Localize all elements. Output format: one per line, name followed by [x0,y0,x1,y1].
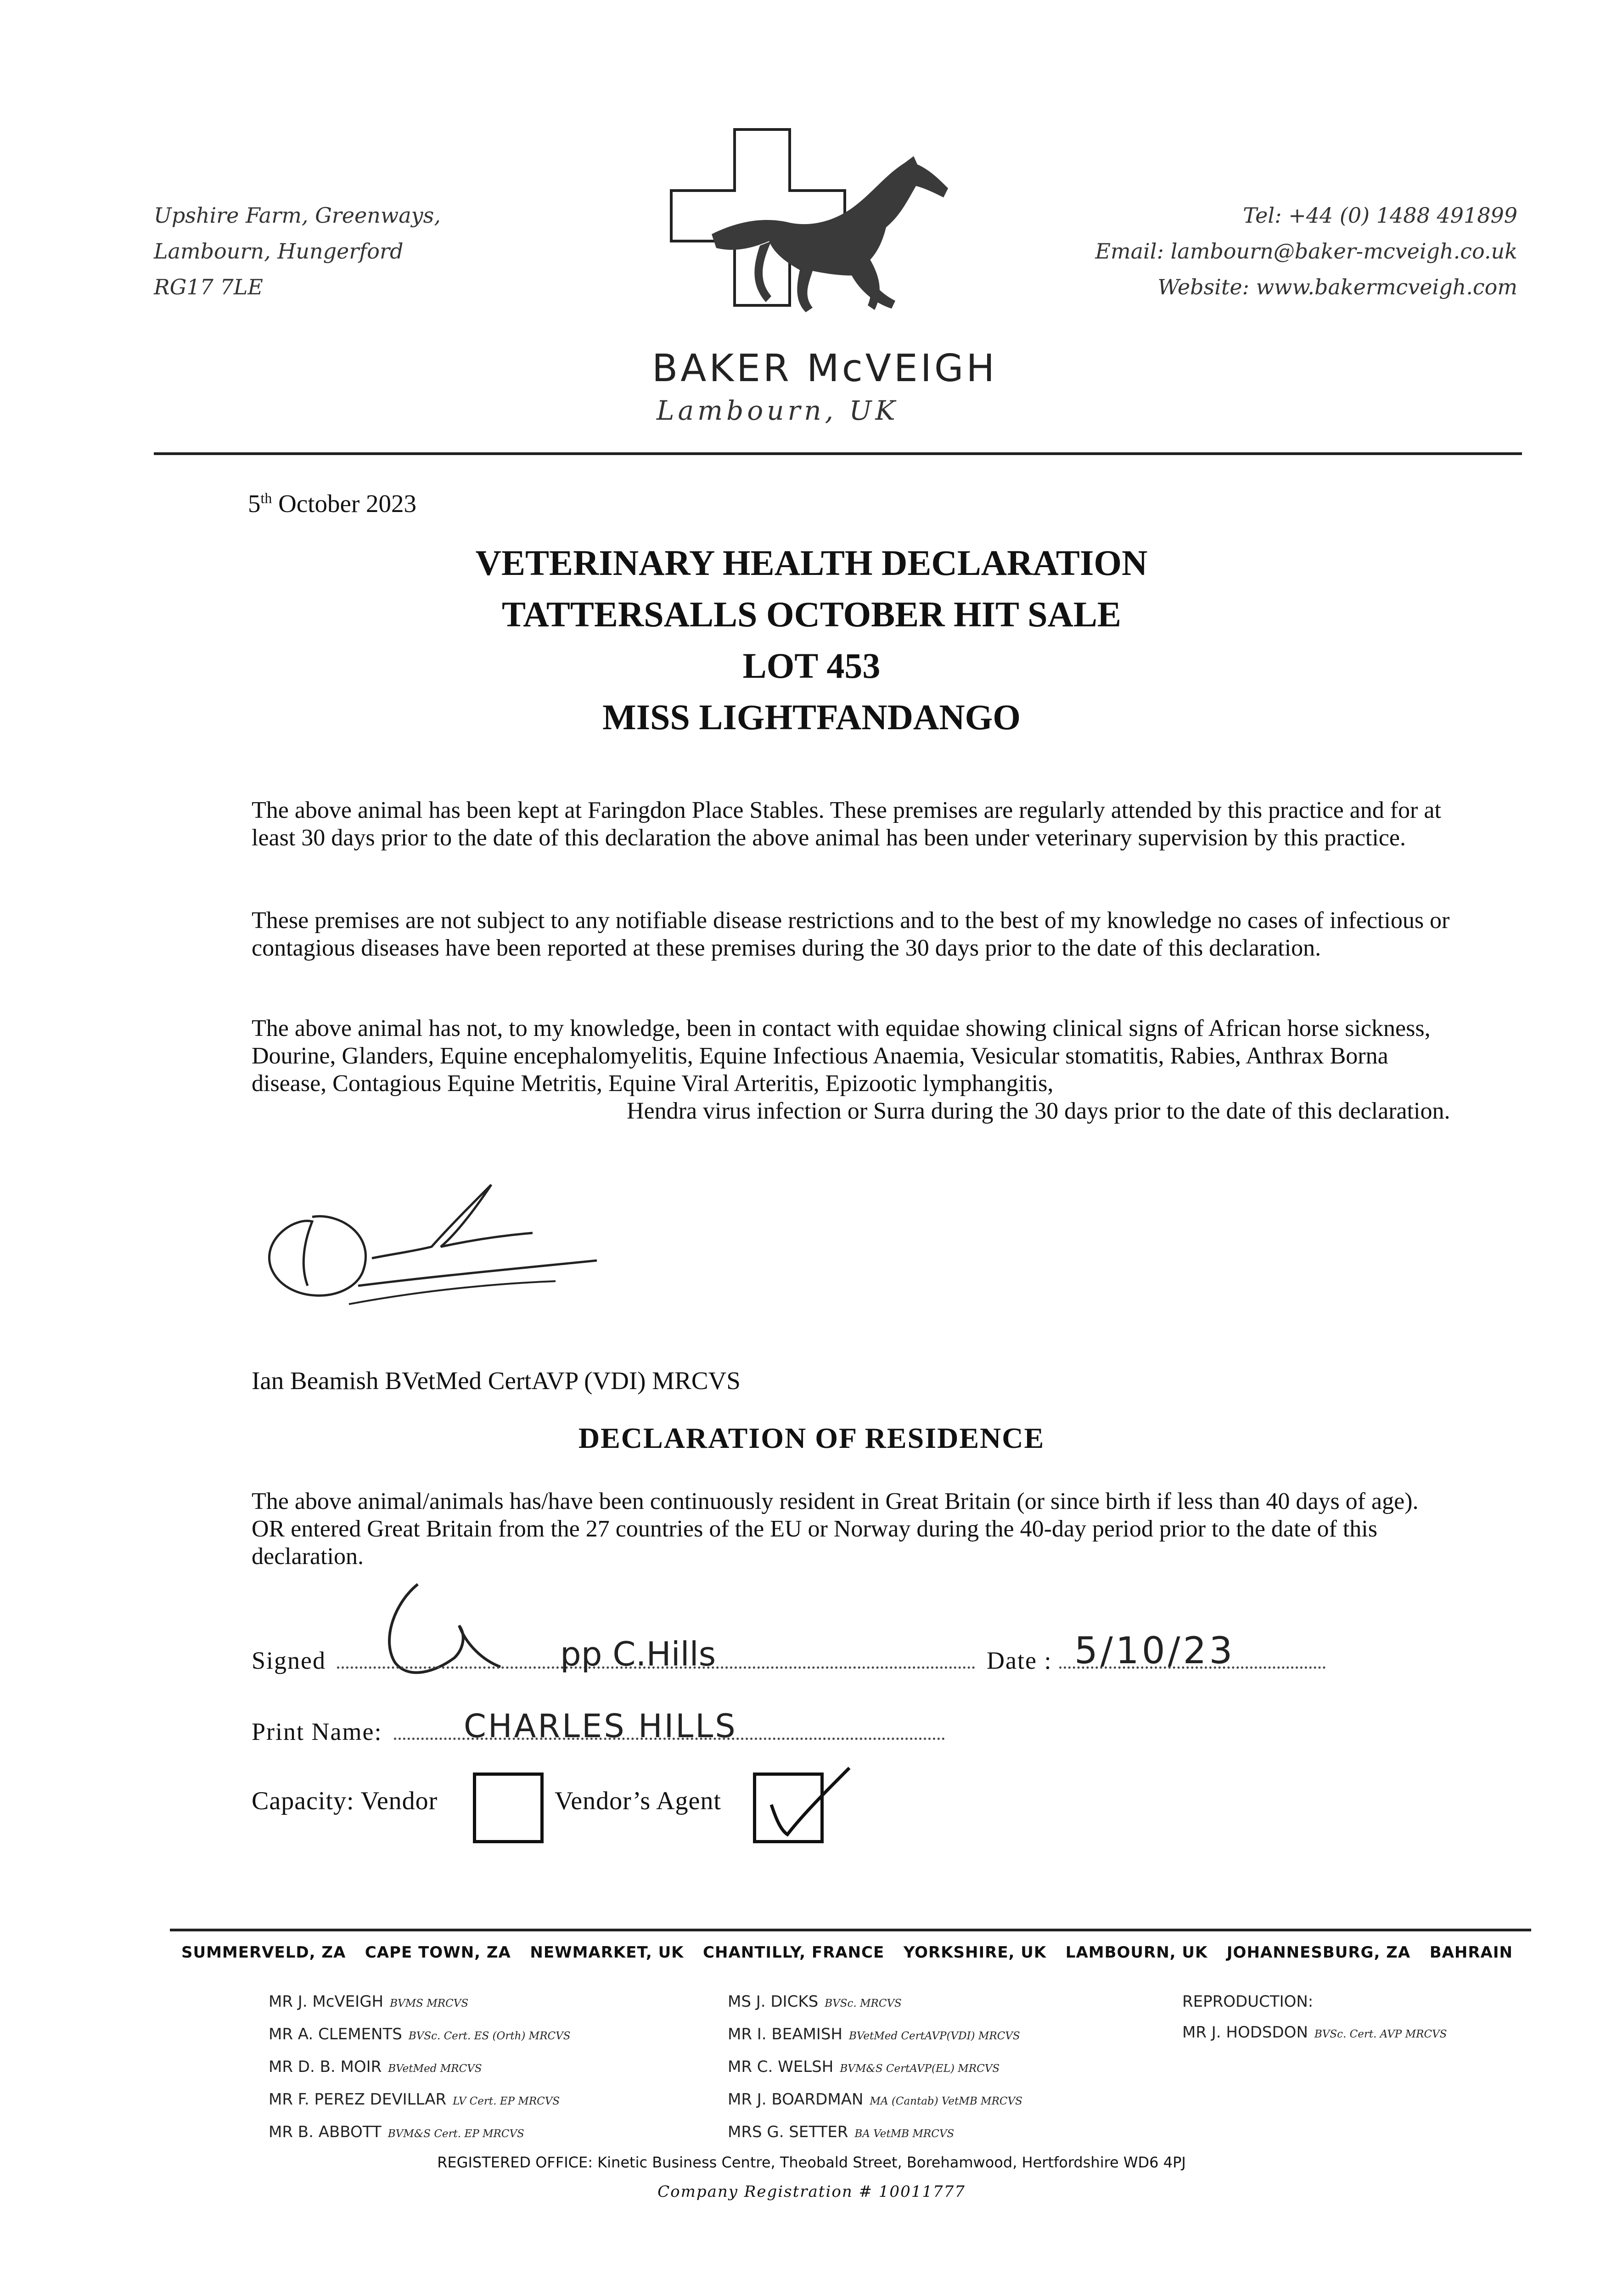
title-line-3: LOT 453 [742,646,881,686]
signer-signature [367,1575,551,1694]
print-name-handwriting: CHARLES HILLS [464,1707,737,1745]
staff-item: MR J. McVEIGH BVMS MRCVS [269,1992,469,2011]
location-item: YORKSHIRE, UK [903,1943,1047,1962]
document-title [0,537,1623,743]
company-registration: Company Registration # 10011777 [657,2183,966,2201]
location-item: NEWMARKET, UK [530,1943,684,1962]
capacity-agent-label: Vendor’s Agent [555,1787,721,1815]
residence-paragraph: The above animal/animals has/have been continuously resident in Great Britain (or since birth if less than 40 days of age). OR entered Great Britain from the 27 countries of the EU or Norway during the 40-day period prior to the date of this declaration. [252,1488,1419,1570]
staff-column-1 [269,1986,571,2150]
document-date: 5th October 2023 [248,490,417,518]
reproduction-heading: REPRODUCTION: [1182,1992,1314,2011]
vendor-checkbox[interactable] [473,1773,544,1843]
date-handwriting: 5/10/23 [1074,1629,1236,1672]
staff-item: MR J. BOARDMAN MA (Cantab) VetMB MRCVS [728,2090,1022,2109]
signed-label: Signed [252,1647,326,1674]
header-divider [154,452,1522,455]
signed-handwriting: pp C.Hills [560,1635,716,1673]
staff-column-2 [728,1986,1022,2150]
residence-title: DECLARATION OF RESIDENCE [578,1422,1045,1454]
practice-address [154,197,441,305]
contact-email: Email: lambourn@baker-mcveigh.co.uk [1095,239,1517,264]
staff-item: MR A. CLEMENTS BVSc. Cert. ES (Orth) MRCVS [269,2025,571,2043]
brand-location: Lambourn, UK [657,395,899,426]
staff-item: MR F. PEREZ DEVILLAR LV Cert. EP MRCVS [269,2090,560,2109]
vet-signature [257,1166,615,1322]
staff-item: MR I. BEAMISH BVetMed CertAVP(VDI) MRCVS [728,2025,1020,2043]
address-line-3: RG17 7LE [154,275,263,299]
address-line-1: Upshire Farm, Greenways, [154,203,441,228]
contact-phone: Tel: +44 (0) 1488 491899 [1243,203,1517,228]
location-item: CHANTILLY, FRANCE [703,1943,885,1962]
footer-divider [170,1929,1531,1931]
checkmark-icon [762,1750,854,1846]
capacity-vendor-label: Capacity: Vendor [252,1787,438,1815]
location-item: SUMMERVELD, ZA [181,1943,346,1962]
location-item: JOHANNESBURG, ZA [1226,1943,1411,1962]
address-line-2: Lambourn, Hungerford [154,239,404,264]
capacity-row [252,1786,721,1816]
staff-item: MR B. ABBOTT BVM&S Cert. EP MRCVS [269,2123,524,2141]
office-locations [181,1943,1513,1962]
location-item: CAPE TOWN, ZA [365,1943,511,1962]
staff-column-reproduction [1182,1986,1447,2050]
vet-name: Ian Beamish BVetMed CertAVP (VDI) MRCVS [252,1367,741,1395]
paragraph-premises: These premises are not subject to any notifiable disease restrictions and to the best of my knowledge no cases of infectious or contagious diseases have been reported at these premises during the 30 days prior to the date of this declaration. [252,907,1450,961]
brand-name: BAKER McVEIGH [652,347,998,390]
staff-item: MR D. B. MOIR BVetMed MRCVS [269,2058,482,2076]
date-label: Date : [987,1647,1052,1674]
title-line-1: VETERINARY HEALTH DECLARATION [475,543,1148,583]
print-name-label: Print Name: [252,1718,382,1745]
staff-item: MR J. HODSDON BVSc. Cert. AVP MRCVS [1182,2023,1447,2042]
title-line-4: MISS LIGHTFANDANGO [602,697,1021,737]
location-item: LAMBOURN, UK [1065,1943,1208,1962]
registered-office: REGISTERED OFFICE: Kinetic Business Centre, Theobald Street, Borehamwood, Hertfordshire WD6 4PJ [437,2154,1186,2171]
paragraph-contact: The above animal has not, to my knowledge, been in contact with equidae showing clinical signs of African horse sickness, Dourine, Glanders, Equine encephalomyelitis, Equine Infectious Anaemia, Vesicular stomatitis, Rabies, Anthrax Borna disease, Contagious Equine Metritis, Equine Viral Arteritis, Epizootic lymphangitis, [252,1015,1431,1097]
practice-contact [1095,197,1517,305]
title-line-2: TATTERSALLS OCTOBER HIT SALE [502,594,1121,634]
paragraph-contact-tail: Hendra virus infection or Surra during the 30 days prior to the date of this declaration. [627,1098,1450,1124]
staff-item: MRS G. SETTER BA VetMB MRCVS [728,2123,955,2141]
staff-item: MS J. DICKS BVSc. MRCVS [728,1992,902,2011]
location-item: BAHRAIN [1429,1943,1513,1962]
staff-item: MR C. WELSH BVM&S CertAVP(EL) MRCVS [728,2058,1000,2076]
paragraph-supervision: The above animal has been kept at Faringdon Place Stables. These premises are regularly attended by this practice and for at least 30 days prior to the date of this declaration the above animal has been under veterinary supervision by this practice. [252,797,1441,851]
cross-and-horse-logo [666,124,987,344]
contact-website: Website: www.bakermcveigh.com [1157,275,1517,299]
